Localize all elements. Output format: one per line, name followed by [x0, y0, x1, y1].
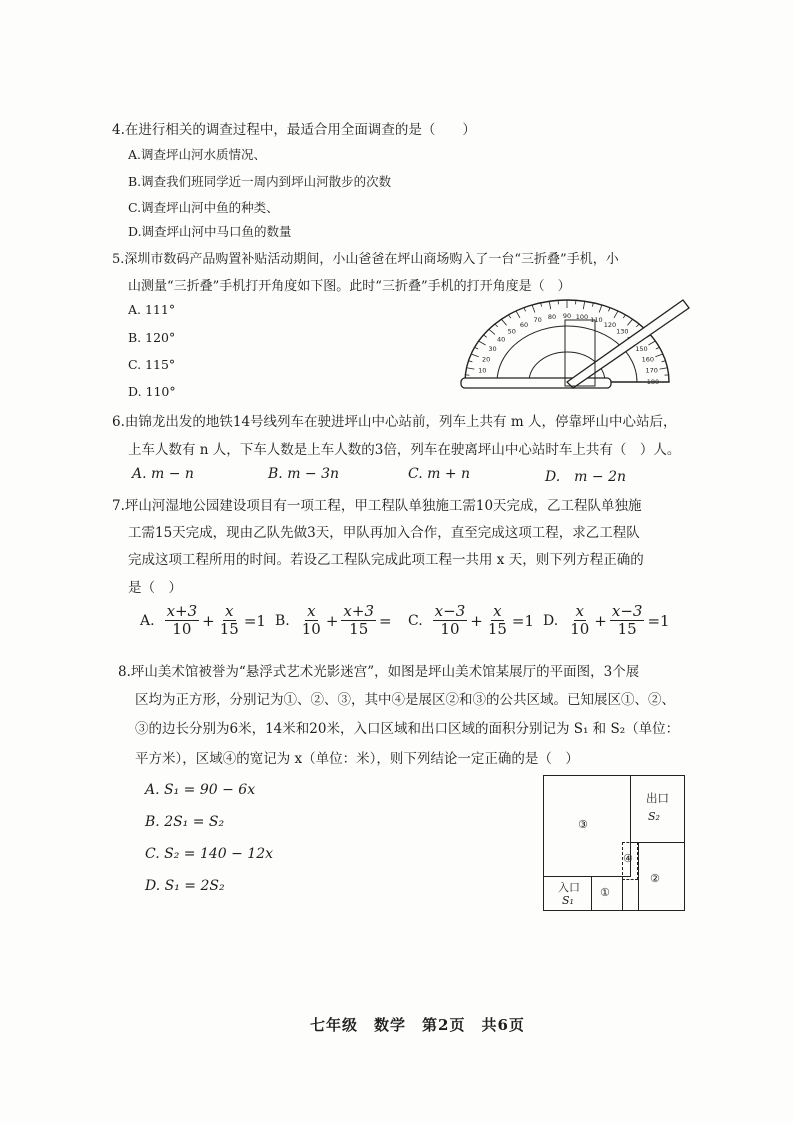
- q8-option-d[interactable]: D. S₁ = 2S₂: [145, 878, 225, 894]
- fraction: $\frac{x+3}{10}$: [166, 602, 198, 638]
- q7-stem-line1: 7.坪山河湿地公园建设项目有一项工程，甲工程队单独施工需10天完成，乙工程队单独施: [112, 498, 642, 514]
- q4-option-a[interactable]: A.调查坪山河水质情况、: [128, 147, 267, 162]
- fraction: $\frac{x}{10}$: [301, 602, 321, 638]
- protractor-tick: [532, 305, 535, 313]
- region-3-label: ③: [578, 818, 588, 831]
- s1-label: S₁: [562, 894, 574, 907]
- q7-option-a[interactable]: A. $\frac{x+3}{10}$ + $\frac{x}{15}$ =1: [140, 602, 266, 638]
- protractor-tick: [541, 303, 542, 307]
- protractor-tick: [468, 361, 472, 362]
- protractor-tick: [483, 335, 486, 337]
- protractor-tick: [516, 311, 520, 318]
- protractor-tick: [614, 311, 618, 318]
- region-2-label: ②: [650, 872, 660, 885]
- q8-option-c[interactable]: C. S₂ = 140 − 12x: [145, 846, 274, 862]
- region-2-border: [638, 842, 639, 910]
- fraction: $\frac{x}{15}$: [219, 602, 239, 638]
- protractor-tick: [495, 324, 498, 327]
- q6-option-c[interactable]: C. m + n: [408, 466, 471, 482]
- protractor-tick: [549, 301, 550, 309]
- q6-option-b[interactable]: B. m − 3n: [268, 466, 340, 482]
- protractor-figure: [455, 290, 695, 400]
- q6-stem-line2: 上车人数有 n 人，下车人数是上车人数的3倍，列车在驶离坪山中心站时车上共有（ ）人。: [128, 442, 681, 458]
- protractor-tick-labels: [478, 312, 659, 386]
- q6-option-a[interactable]: A. m − n: [132, 466, 194, 482]
- protractor-tick: [508, 315, 510, 318]
- fraction: $\frac{x-3}{15}$: [611, 602, 643, 638]
- protractor-tick-label: 130: [616, 327, 629, 336]
- protractor-tick: [475, 347, 479, 349]
- protractor-tick: [608, 308, 610, 312]
- q5-option-c[interactable]: C. 115°: [128, 357, 176, 372]
- protractor-tick: [467, 368, 475, 369]
- q7-stem-line3: 完成这项工程所用的时间。若设乙工程队完成此项工程一共用 x 天，则下列方程正确的: [128, 552, 644, 568]
- protractor-tick: [524, 308, 526, 312]
- q4-option-b[interactable]: B.调查我们班同学近一周内到坪山河散步的次数: [128, 174, 392, 189]
- q5-stem-line1: 5.深圳市数码产品购置补贴活动期间，小山爸爸在坪山商场购入了一台“三折叠”手机，小: [112, 252, 619, 267]
- q5-option-a[interactable]: A. 111°: [128, 302, 176, 317]
- q8-stem-line4: 平方米），区域④的宽记为 x（单位：米），则下列结论一定正确的是（ ）: [135, 751, 579, 767]
- q7-stem-line4: 是（ ）: [128, 580, 182, 596]
- protractor-tick-label: 100: [575, 313, 589, 322]
- exit-label: 出口: [646, 791, 669, 805]
- protractor-tick-label: 10: [478, 366, 487, 375]
- protractor-tick: [662, 361, 666, 362]
- q7-option-a-label: A.: [140, 612, 155, 629]
- protractor-tick-label: 170: [645, 366, 658, 375]
- region-1-border: [622, 876, 623, 910]
- protractor-tick-label: 110: [590, 315, 603, 324]
- q7-option-d-label: D.: [543, 612, 559, 629]
- protractor-tick: [599, 305, 602, 313]
- q5-option-d[interactable]: D. 110°: [128, 384, 176, 399]
- q7-option-c-label: C.: [408, 612, 423, 629]
- q8-option-b[interactable]: B. 2S₁ = S₂: [145, 814, 225, 830]
- protractor-tick-label: 150: [635, 345, 648, 353]
- region-4-label: ④: [623, 852, 633, 865]
- fraction: $\frac{x-3}{10}$: [434, 602, 466, 638]
- protractor-tick-label: 30: [488, 345, 497, 353]
- q8-stem-line2: 区均为正方形，分别记为①、②、③，其中④是展区②和③的公共区域。已知展区①、②、: [135, 692, 675, 708]
- page-footer: 七年级 数学 第2页 共6页: [310, 1016, 525, 1034]
- q4-stem: 4.在进行相关的调查过程中，最适合用全面调查的是（ ）: [112, 122, 476, 138]
- protractor-tick-label: 60: [519, 320, 529, 329]
- q6-stem-line1: 6.由锦龙出发的地铁14号线列车在驶进坪山中心站前，列车上共有 m 人，停靠坪山中心站后，: [112, 414, 677, 430]
- floor-plan: [543, 775, 685, 911]
- protractor-tick: [489, 329, 495, 334]
- region-1-label: ①: [600, 886, 610, 899]
- protractor-tick-label: 90: [562, 312, 572, 320]
- entry-region-border: [591, 876, 592, 910]
- protractor-tick: [592, 303, 593, 307]
- q5-option-b[interactable]: B. 120°: [128, 330, 176, 345]
- protractor-tick-label: 80: [547, 313, 557, 322]
- q8-stem-line1: 8.坪山美术馆被誉为“悬浮式艺术光影迷宫”，如图是坪山美术馆某展厅的平面图，3个展: [118, 664, 640, 680]
- protractor-tick-label: 70: [533, 315, 542, 324]
- protractor-tick: [501, 319, 506, 325]
- q4-option-d[interactable]: D.调查坪山河中马口鱼的数量: [128, 224, 292, 239]
- q8-option-a[interactable]: A. S₁ = 90 − 6x: [145, 782, 256, 798]
- q5-stem-line2: 山测量“三折叠”手机打开角度如下图。此时“三折叠”手机的打开角度是（ ）: [128, 279, 571, 294]
- protractor-tick: [479, 341, 486, 345]
- q4-option-c[interactable]: C.调查坪山河中鱼的种类、: [128, 200, 279, 215]
- protractor-tick: [655, 354, 663, 357]
- q7-option-b[interactable]: B. $\frac{x}{10}$ + $\frac{x+3}{15}$ =: [275, 602, 392, 638]
- protractor-tick-label: 40: [496, 335, 506, 344]
- protractor-tick: [648, 341, 655, 345]
- s2-label: S₂: [648, 810, 660, 823]
- q7-stem-line2: 工需15天完成，现由乙队先做3天，甲队再加入合作，直至完成这项工程，求乙工程队: [128, 525, 640, 541]
- protractor-tick-label: 180: [646, 378, 660, 386]
- protractor-tick: [656, 347, 660, 349]
- protractor-tick-label: 120: [603, 320, 617, 329]
- q6-option-d[interactable]: D. m − 2n: [545, 469, 627, 485]
- protractor-tick-label: 20: [482, 355, 491, 364]
- protractor-tick: [660, 368, 668, 369]
- protractor-tick: [471, 354, 479, 357]
- fraction: $\frac{x}{10}$: [570, 602, 590, 638]
- entry-label: 入口: [558, 881, 580, 894]
- q7-option-c[interactable]: C. $\frac{x-3}{10}$ + $\frac{x}{15}$ =1: [408, 602, 535, 638]
- q7-option-b-label: B.: [275, 612, 290, 629]
- protractor-tick: [623, 315, 625, 318]
- fraction: $\frac{x+3}{15}$: [343, 602, 374, 638]
- protractor-tick: [627, 319, 632, 325]
- q7-option-d[interactable]: D. $\frac{x}{10}$ + $\frac{x-3}{15}$ =1: [543, 602, 670, 638]
- protractor-tick: [636, 324, 639, 327]
- protractor-tick: [583, 301, 584, 309]
- fraction: $\frac{x}{15}$: [487, 602, 507, 638]
- q8-stem-line3: ③的边长分别为6米，14米和20米，入口区域和出口区域的面积分别记为 S₁ 和 S₂（单位：: [135, 721, 680, 737]
- protractor-tick-label: 50: [507, 327, 516, 336]
- protractor-tick-label: 160: [641, 355, 655, 364]
